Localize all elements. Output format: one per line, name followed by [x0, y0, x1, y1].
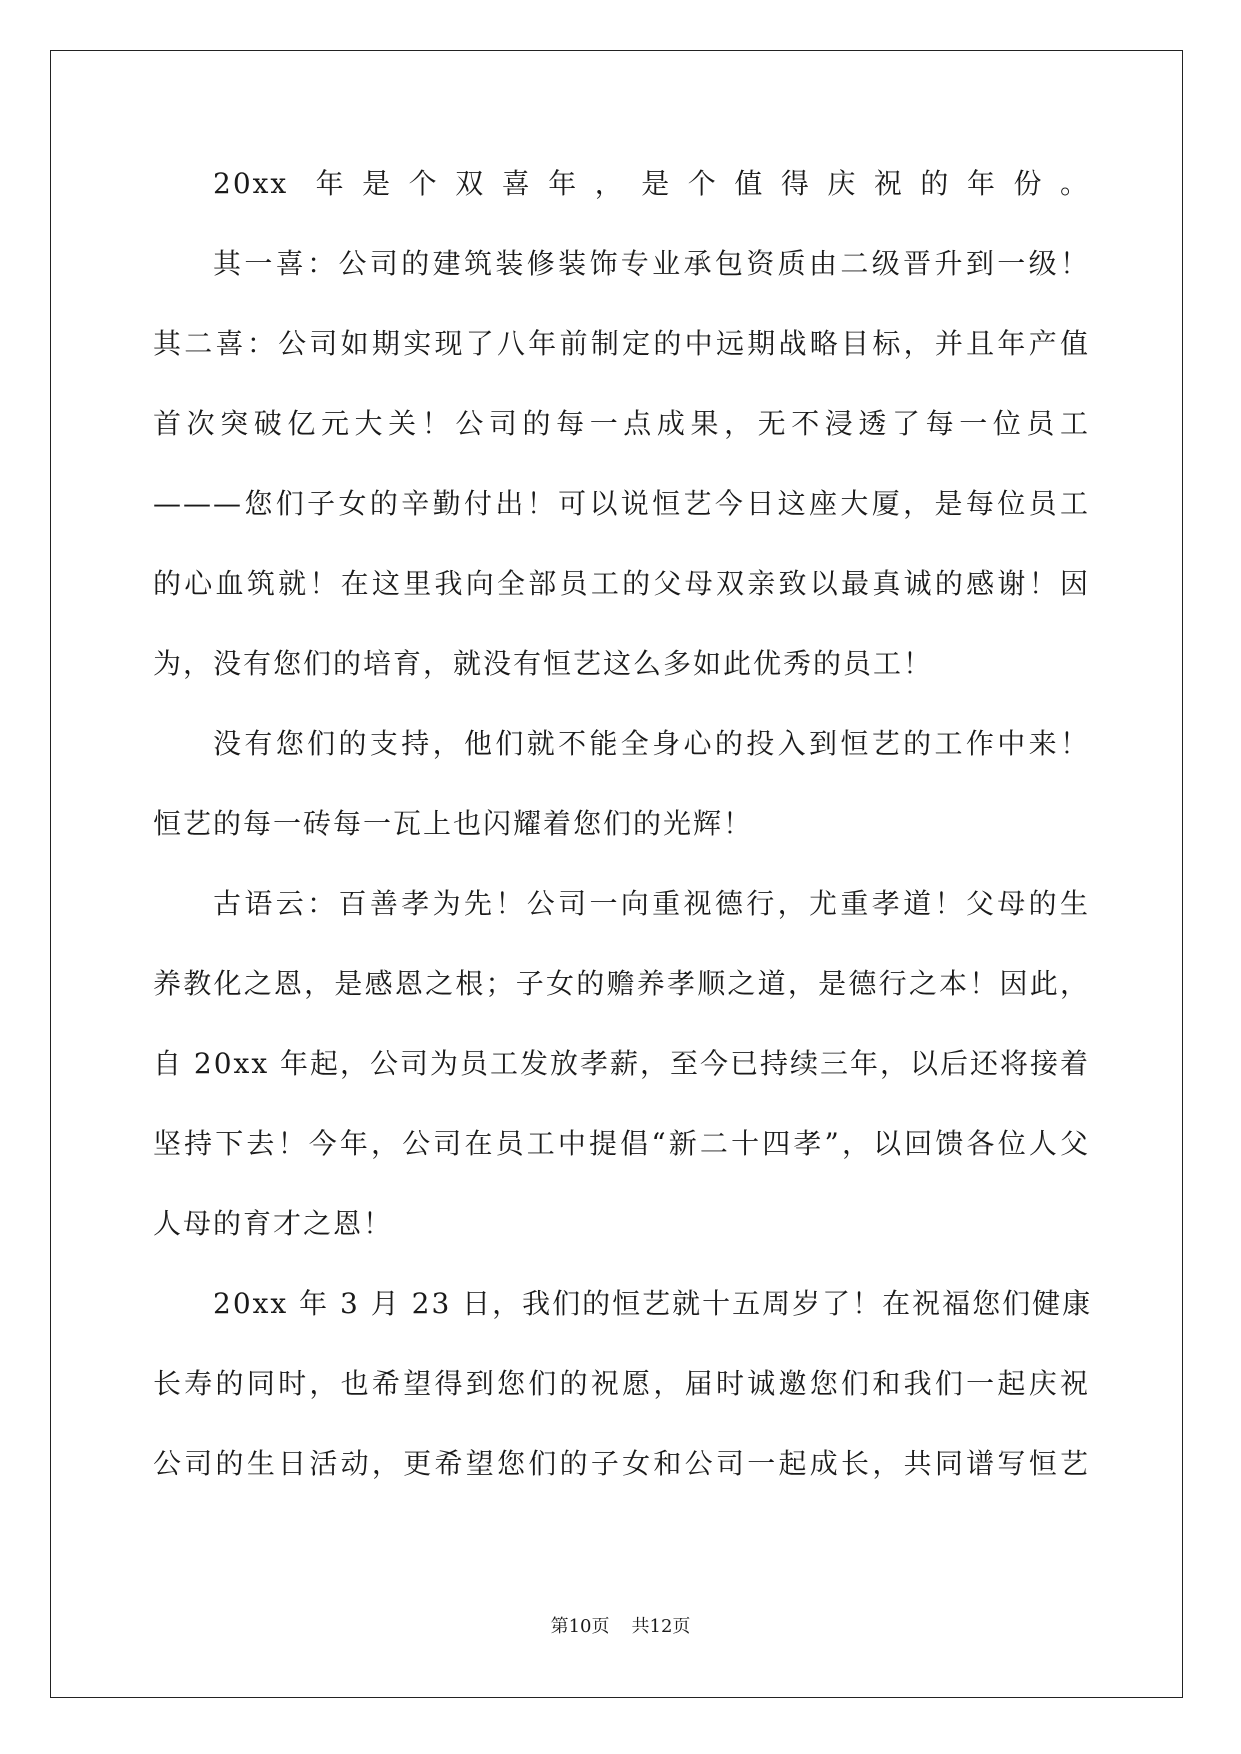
paragraph-line: 首次突破亿元大关！公司的每一点成果，无不浸透了每一位员工 — [153, 407, 1090, 440]
paragraph-line: ———您们子女的辛勤付出！可以说恒艺今日这座大厦，是每位员工 — [153, 487, 1090, 520]
paragraph-line: 20xx 年是个双喜年，是个值得庆祝的年份。 — [213, 167, 1090, 200]
paragraph-line: 古语云：百善孝为先！公司一向重视德行，尤重孝道！父母的生 — [213, 887, 1090, 920]
paragraph-line: 公司的生日活动，更希望您们的子女和公司一起成长，共同谱写恒艺 — [153, 1447, 1090, 1480]
paragraph-line: 的心血筑就！在这里我向全部员工的父母双亲致以最真诚的感谢！因 — [153, 567, 1090, 600]
paragraph-line: 其二喜：公司如期实现了八年前制定的中远期战略目标，并且年产值 — [153, 327, 1090, 360]
paragraph-line: 人母的育才之恩！ — [153, 1207, 394, 1240]
page-footer — [0, 1612, 1241, 1638]
paragraph-line: 20xx 年 3 月 23 日，我们的恒艺就十五周岁了！在祝福您们健康 — [213, 1287, 1093, 1320]
page-number: 第10页 — [550, 1616, 610, 1637]
paragraph-line: 长寿的同时，也希望得到您们的祝愿，届时诚邀您们和我们一起庆祝 — [153, 1367, 1090, 1400]
paragraph-line: 为，没有您们的培育，就没有恒艺这么多如此优秀的员工！ — [153, 647, 934, 680]
paragraph-line: 恒艺的每一砖每一瓦上也闪耀着您们的光辉！ — [153, 807, 754, 840]
paragraph-line: 养教化之恩，是感恩之根；子女的赡养孝顺之道，是德行之本！因此， — [153, 967, 1090, 1000]
paragraph-line: 自 20xx 年起，公司为员工发放孝薪，至今已持续三年，以后还将接着 — [153, 1047, 1091, 1080]
paragraph-line: 其一喜：公司的建筑装修装饰专业承包资质由二级晋升到一级！ — [213, 247, 1090, 280]
paragraph-line: 坚持下去！今年，公司在员工中提倡“新二十四孝”，以回馈各位人父 — [153, 1127, 1090, 1160]
page-total: 共12页 — [631, 1616, 691, 1637]
document-body — [153, 162, 1093, 1522]
paragraph-line: 没有您们的支持，他们就不能全身心的投入到恒艺的工作中来！ — [213, 727, 1090, 760]
